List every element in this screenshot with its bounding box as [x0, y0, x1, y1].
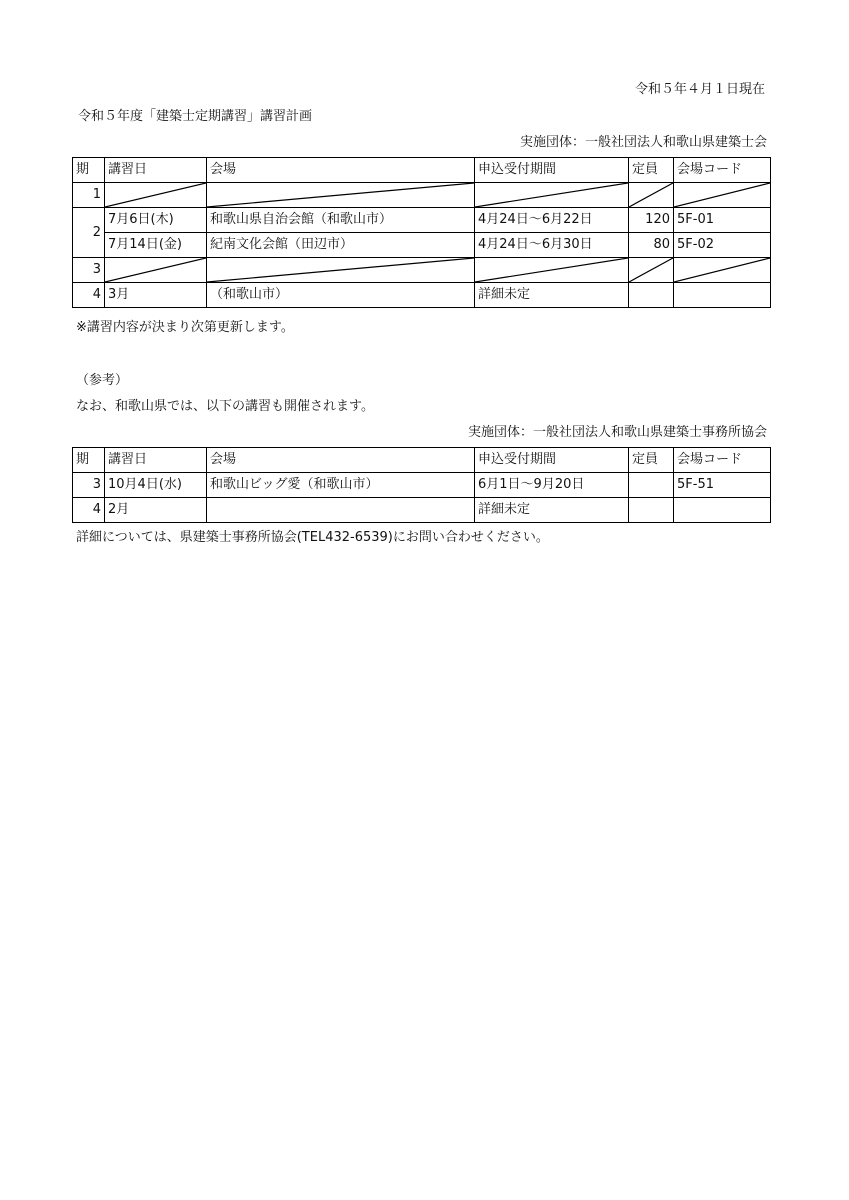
- table-row: [73, 498, 771, 523]
- date-cell: 3月: [105, 283, 207, 308]
- period-cell: 3: [73, 258, 105, 283]
- empty-slash-cell: [105, 258, 207, 283]
- table-header-row: [73, 448, 771, 473]
- period-cell: 3: [73, 473, 105, 498]
- period-cell: 4: [73, 498, 105, 523]
- update-note: ※講習内容が決まり次第更新します。: [76, 320, 294, 335]
- venue-cell: 和歌山県自治会館（和歌山市）: [207, 208, 475, 233]
- table-row: [73, 208, 771, 233]
- header-venue: 会場: [207, 448, 475, 473]
- table-row: [73, 473, 771, 498]
- reference-intro: なお、和歌山県では、以下の講習も開催されます。: [76, 399, 374, 414]
- venue-cell: 和歌山ビッグ愛（和歌山市）: [207, 473, 475, 498]
- table-row: [73, 233, 771, 258]
- venue-cell: （和歌山市）: [207, 283, 475, 308]
- reference-schedule-table: [72, 447, 771, 523]
- apply-period-cell: 6月1日～9月20日: [475, 473, 629, 498]
- venue-cell: [207, 498, 475, 523]
- capacity-cell: [629, 473, 674, 498]
- header-apply-period: 申込受付期間: [475, 448, 629, 473]
- empty-slash-cell: [105, 183, 207, 208]
- empty-slash-cell: [475, 183, 629, 208]
- header-date: 講習日: [105, 448, 207, 473]
- as-of-date: 令和５年４月１日現在: [634, 82, 765, 97]
- organizer-label: 実施団体：一般社団法人和歌山県建築士会: [519, 135, 767, 150]
- header-period: 期: [73, 448, 105, 473]
- header-venue: 会場: [207, 158, 475, 183]
- venue-code-cell: 5F-02: [674, 233, 771, 258]
- period-cell: 1: [73, 183, 105, 208]
- apply-period-cell: 4月24日～6月22日: [475, 208, 629, 233]
- capacity-cell: [629, 283, 674, 308]
- empty-slash-cell: [674, 183, 771, 208]
- date-cell: 2月: [105, 498, 207, 523]
- period-cell: 4: [73, 283, 105, 308]
- empty-slash-cell: [629, 258, 674, 283]
- venue-code-cell: [674, 498, 771, 523]
- apply-period-cell: 詳細未定: [475, 498, 629, 523]
- schedule-table: [72, 157, 771, 308]
- date-cell: 7月6日(木): [105, 208, 207, 233]
- header-capacity: 定員: [629, 448, 674, 473]
- reference-heading: （参考）: [76, 373, 129, 388]
- header-venue-code: 会場コード: [674, 158, 771, 183]
- table-row: [73, 283, 771, 308]
- date-cell: 7月14日(金): [105, 233, 207, 258]
- contact-note: 詳細については、県建築士事務所協会(TEL432-6539)にお問い合わせください。: [76, 530, 549, 545]
- header-period: 期: [73, 158, 105, 183]
- capacity-cell: [629, 498, 674, 523]
- apply-period-cell: 詳細未定: [475, 283, 629, 308]
- venue-code-cell: 5F-01: [674, 208, 771, 233]
- table-row: [73, 258, 771, 283]
- empty-slash-cell: [207, 183, 475, 208]
- venue-code-cell: [674, 283, 771, 308]
- capacity-cell: 80: [629, 233, 674, 258]
- period-cell: 2: [73, 208, 105, 258]
- empty-slash-cell: [629, 183, 674, 208]
- header-capacity: 定員: [629, 158, 674, 183]
- empty-slash-cell: [207, 258, 475, 283]
- venue-code-cell: 5F-51: [674, 473, 771, 498]
- header-venue-code: 会場コード: [674, 448, 771, 473]
- date-cell: 10月4日(水): [105, 473, 207, 498]
- reference-organizer: 実施団体：一般社団法人和歌山県建築士事務所協会: [467, 425, 767, 440]
- table-row: [73, 183, 771, 208]
- header-apply-period: 申込受付期間: [475, 158, 629, 183]
- venue-cell: 紀南文化会館（田辺市）: [207, 233, 475, 258]
- apply-period-cell: 4月24日～6月30日: [475, 233, 629, 258]
- empty-slash-cell: [475, 258, 629, 283]
- capacity-cell: 120: [629, 208, 674, 233]
- table-header-row: [73, 158, 771, 183]
- plan-title: 令和５年度「建築士定期講習」講習計画: [78, 109, 313, 124]
- header-date: 講習日: [105, 158, 207, 183]
- empty-slash-cell: [674, 258, 771, 283]
